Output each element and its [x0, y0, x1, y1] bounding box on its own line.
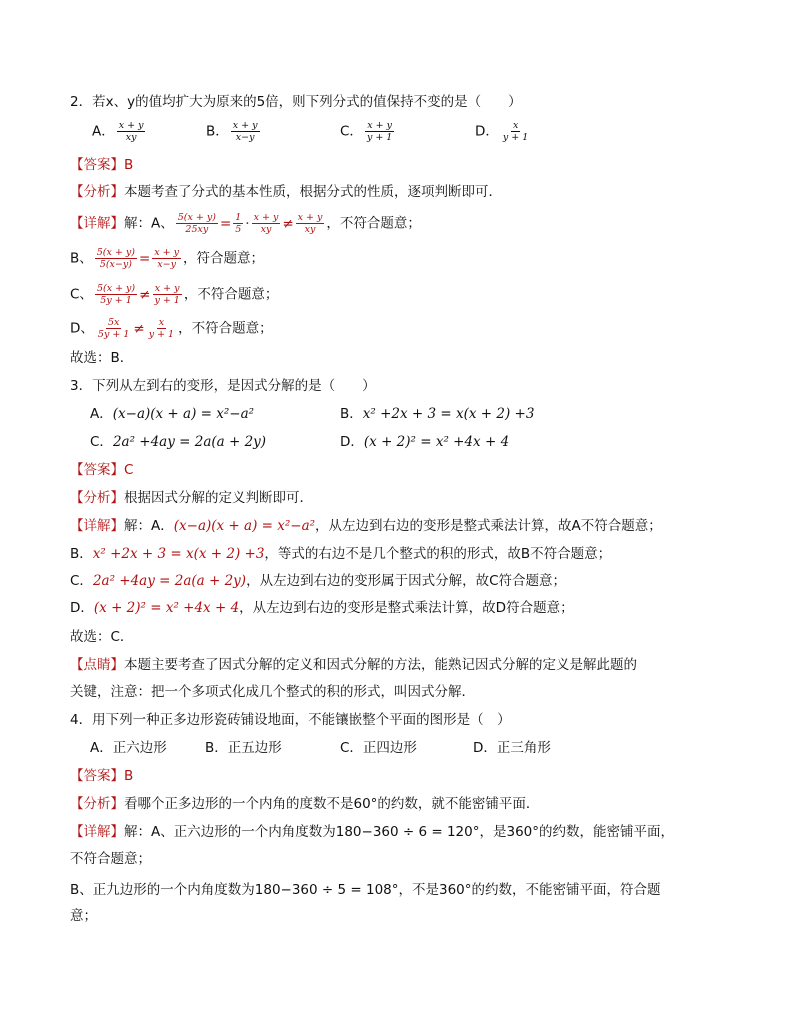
q3-analysis: 【分析】根据因式分解的定义判断即可． — [70, 490, 313, 506]
q2-option-a: A． $\frac{x + y}{xy}$ — [92, 120, 144, 143]
q2-option-c: C． $\frac{x + y}{y + 1}$ — [340, 120, 393, 143]
q4-detail-a: 【详解】解：A、正六边形的一个内角度数为180−360 ÷ 6 = 120°，是360°的约数，能密铺平面， — [70, 824, 674, 840]
q3-note-cont: 关键，注意：把一个多项式化成几个整式的积的形式，叫因式分解． — [70, 684, 475, 700]
q2-option-d: D． $\frac{x}{y + 1}$ — [475, 120, 529, 143]
q3-option-c: C．2a² +4ay = 2a(a + 2y) — [90, 434, 267, 450]
q3-detail-a: 【详解】解：A．(x−a)(x + a) = x²−a²，从左边到右边的变形是整式乘法计算，故A不符合题意； — [70, 518, 662, 534]
q2-stem: 2．若x、y的值均扩大为原来的5倍，则下列分式的值保持不变的是（ ） — [70, 94, 522, 110]
q3-detail-c: C．2a² +4ay = 2a(a + 2y)，从左边到右边的变形属于因式分解，故C符合题意； — [70, 573, 567, 589]
q3-option-d: D．(x + 2)² = x² +4x + 4 — [340, 434, 510, 450]
q2-detail-a: 【详解】解：A、 $\frac{5(x + y)}{25xy}$ = $\frac{1}{5}$ · $\frac{x + y}{xy}$ ≠ $\frac{x + y}{xy}$ ，不符合题意； — [70, 212, 421, 235]
q4-detail-b-cont: 意； — [70, 908, 97, 924]
q3-answer: 【答案】C — [70, 462, 134, 478]
q2-detail-b: B、 $\frac{5(x + y)}{5(x-y)}$ = $\frac{x + y}{x-y}$ ，符合题意； — [70, 247, 264, 270]
q2-choice: 故选：B． — [70, 350, 134, 366]
q3-option-a: A．(x−a)(x + a) = x²−a² — [90, 406, 255, 422]
q2-option-b: B． $\frac{x + y}{x-y}$ — [206, 120, 258, 143]
q2-detail-d: D、 $\frac{5x}{5y + 1}$ ≠ $\frac{x}{y + 1}$ ，不符合题意； — [70, 317, 273, 340]
q2-analysis: 【分析】本题考查了分式的基本性质，根据分式的性质，逐项判断即可． — [70, 184, 502, 200]
q3-detail-d: D．(x + 2)² = x² +4x + 4，从左边到右边的变形是整式乘法计算，故D符合题意； — [70, 600, 574, 616]
q2-detail-c: C、 $\frac{5(x + y)}{5y + 1}$ ≠ $\frac{x + y}{y + 1}$ ，不符合题意； — [70, 283, 279, 306]
q3-choice: 故选：C． — [70, 629, 134, 645]
q4-option-c: C．正四边形 — [340, 740, 417, 756]
q4-option-b: B．正五边形 — [205, 740, 282, 756]
q4-answer: 【答案】B — [70, 768, 134, 784]
q4-detail-b: B、正九边形的一个内角度数为180−360 ÷ 5 = 108°，不是360°的约数，不能密铺平面，符合题 — [70, 882, 661, 898]
q3-note: 【点睛】本题主要考查了因式分解的定义和因式分解的方法，能熟记因式分解的定义是解此题的 — [70, 657, 637, 673]
q4-option-d: D．正三角形 — [473, 740, 551, 756]
q2-answer: 【答案】B — [70, 157, 134, 173]
q4-stem: 4．用下列一种正多边形瓷砖铺设地面，不能镶嵌整个平面的图形是（ ） — [70, 712, 511, 728]
q3-stem: 3．下列从左到右的变形，是因式分解的是（ ） — [70, 378, 376, 394]
q4-detail-a-cont: 不符合题意； — [70, 851, 151, 867]
q4-option-a: A．正六边形 — [90, 740, 167, 756]
q3-option-b: B．x² +2x + 3 = x(x + 2) +3 — [340, 406, 535, 422]
q3-detail-b: B．x² +2x + 3 = x(x + 2) +3，等式的右边不是几个整式的积的形式，故B不符合题意； — [70, 546, 612, 562]
q4-analysis: 【分析】看哪个正多边形的一个内角的度数不是60°的约数，就不能密铺平面． — [70, 796, 540, 812]
